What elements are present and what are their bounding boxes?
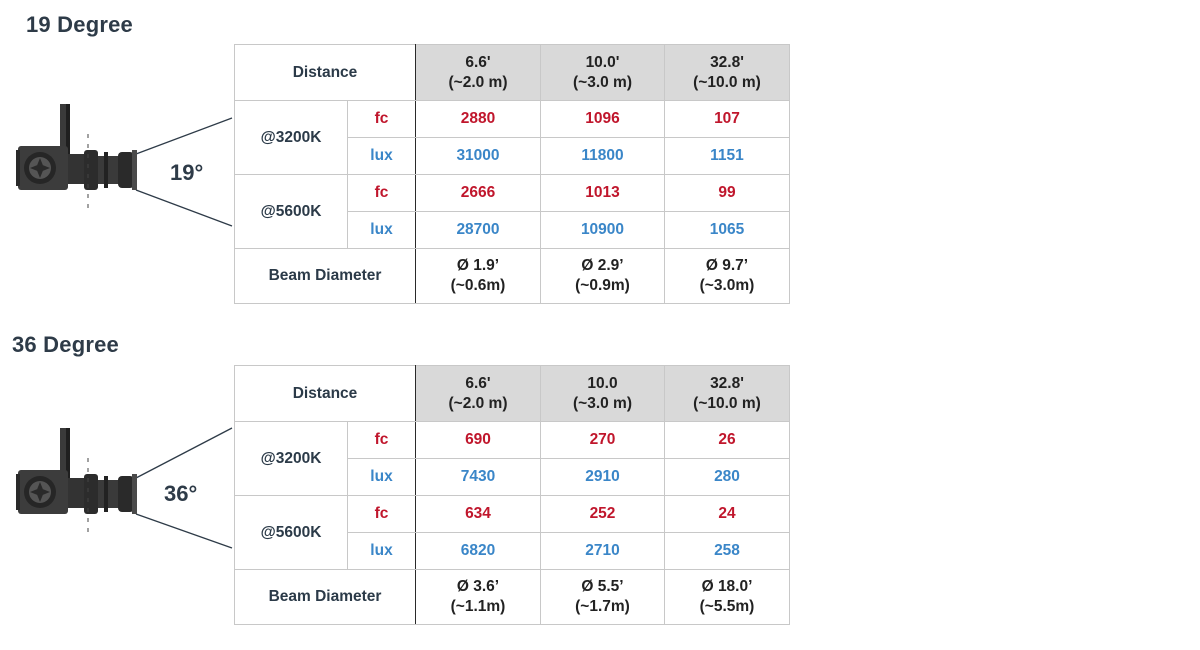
beam-angle-label: 36° [164,481,198,506]
beam-diameter-value: Ø 18.0’ (~5.5m) [665,570,790,625]
spotlight-fixture-icon [14,424,234,554]
fc-row [235,101,790,138]
section-title: 36 Degree [12,332,119,357]
lux-value: 2710 [541,533,665,570]
color-temp-label: @5600K [235,175,348,249]
beam-angle-label: 19° [170,160,204,185]
distance-column-header: 32.8' (~10.0 m) [665,45,790,101]
unit-label-lux: lux [348,212,416,249]
unit-label-lux: lux [348,533,416,570]
fc-value: 634 [416,496,541,533]
unit-label-fc: fc [348,422,416,459]
distance-label: Distance [235,366,416,422]
beam-diameter-row [235,249,790,304]
beam-diameter-label: Beam Diameter [235,249,416,304]
fc-value: 252 [541,496,665,533]
unit-label-lux: lux [348,459,416,496]
beam-diameter-value: Ø 9.7’ (~3.0m) [665,249,790,304]
unit-label-lux: lux [348,138,416,175]
beam-diameter-value: Ø 5.5’ (~1.7m) [541,570,665,625]
distance-header-row [235,366,790,422]
distance-column-header: 6.6' (~2.0 m) [416,45,541,101]
lux-value: 31000 [416,138,541,175]
lux-value: 258 [665,533,790,570]
lux-value: 11800 [541,138,665,175]
lux-value: 1151 [665,138,790,175]
unit-label-fc: fc [348,101,416,138]
distance-header-row [235,45,790,101]
beam-diameter-value: Ø 3.6’ (~1.1m) [416,570,541,625]
photometric-table [234,44,790,304]
fc-row [235,422,790,459]
fc-value: 26 [665,422,790,459]
lux-value: 6820 [416,533,541,570]
fc-value: 1096 [541,101,665,138]
lux-value: 10900 [541,212,665,249]
lux-value: 2910 [541,459,665,496]
fc-value: 107 [665,101,790,138]
lux-value: 28700 [416,212,541,249]
distance-column-header: 10.0' (~3.0 m) [541,45,665,101]
distance-column-header: 32.8' (~10.0 m) [665,366,790,422]
fc-value: 99 [665,175,790,212]
distance-column-header: 10.0 (~3.0 m) [541,366,665,422]
fc-value: 2666 [416,175,541,212]
fc-row [235,496,790,533]
distance-label: Distance [235,45,416,101]
color-temp-label: @3200K [235,101,348,175]
fc-value: 1013 [541,175,665,212]
photometric-table [234,365,790,625]
color-temp-label: @3200K [235,422,348,496]
fc-value: 690 [416,422,541,459]
lux-value: 280 [665,459,790,496]
beam-diameter-row [235,570,790,625]
fc-row [235,175,790,212]
lux-value: 1065 [665,212,790,249]
beam-diameter-label: Beam Diameter [235,570,416,625]
lux-value: 7430 [416,459,541,496]
beam-diameter-value: Ø 1.9’ (~0.6m) [416,249,541,304]
distance-column-header: 6.6' (~2.0 m) [416,366,541,422]
fc-value: 2880 [416,101,541,138]
fc-value: 24 [665,496,790,533]
fc-value: 270 [541,422,665,459]
unit-label-fc: fc [348,175,416,212]
color-temp-label: @5600K [235,496,348,570]
section-title: 19 Degree [26,12,133,37]
beam-diameter-value: Ø 2.9’ (~0.9m) [541,249,665,304]
unit-label-fc: fc [348,496,416,533]
